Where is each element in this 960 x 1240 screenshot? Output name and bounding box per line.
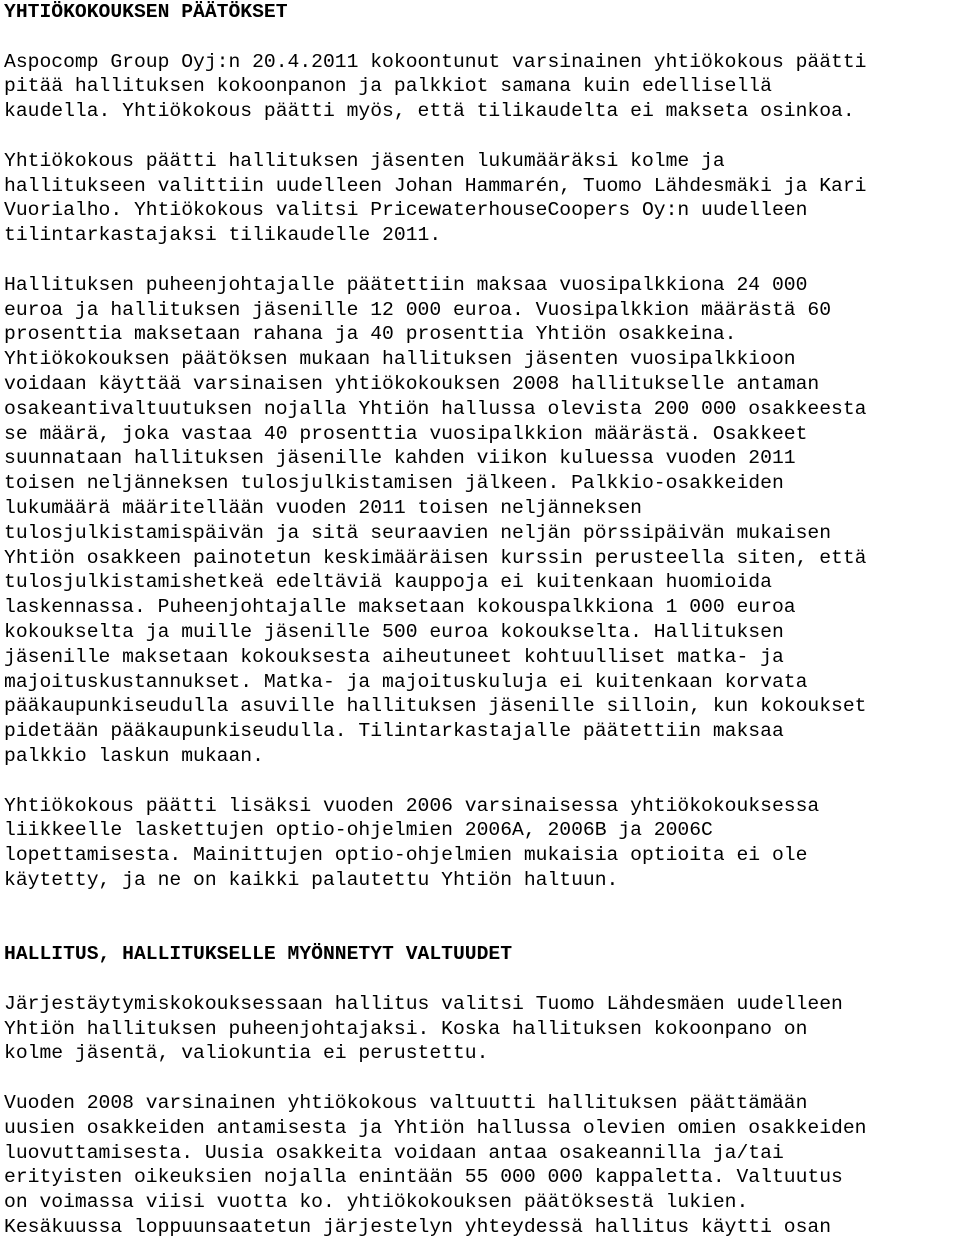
paragraph (4, 794, 960, 893)
text-line: majoituskustannukset. Matka- ja majoituskuluja ei kuitenkaan korvata (4, 670, 808, 693)
text-line: Vuoden 2008 varsinainen yhtiökokous valtuutti hallituksen päättämään (4, 1092, 808, 1115)
text-line: Yhtiökokous päätti lisäksi vuoden 2006 varsinaisessa yhtiökokouksessa (4, 794, 820, 817)
spacer (4, 769, 960, 794)
text-line: prosenttia maksetaan rahana ja 40 prosenttia Yhtiön osakkeina. (4, 323, 737, 346)
text-line: suunnataan hallituksen jäsenille kahden viikon kuluessa vuoden 2011 (4, 447, 796, 470)
text-line: liikkeelle laskettujen optio-ohjelmien 2006A, 2006B ja 2006C (4, 819, 713, 842)
text-line: erityisten oikeuksien nojalla enintään 55 000 000 kappaletta. Valtuutus (4, 1166, 843, 1189)
text-line: lopettamisesta. Mainittujen optio-ohjelmien mukaisia optioita ei ole (4, 844, 808, 867)
section-heading-hallitus-valtuudet: HALLITUS, HALLITUKSELLE MYÖNNETYT VALTUUDET (4, 943, 513, 966)
text-line: jäsenille maksetaan kokouksesta aiheutuneet kohtuulliset matka- ja (4, 645, 784, 668)
spacer (4, 248, 960, 273)
text-line: uusien osakkeiden antamisesta ja Yhtiön hallussa olevien omien osakkeiden (4, 1116, 867, 1139)
paragraph (4, 149, 960, 248)
section-heading-yhtiokokouksen-paatokset: YHTIÖKOKOUKSEN PÄÄTÖKSET (4, 1, 288, 23)
section-body-yhtiokokous (4, 50, 960, 893)
text-line: Aspocomp Group Oyj:n 20.4.2011 kokoontunut varsinainen yhtiökokous päätti (4, 50, 867, 73)
text-line: tilintarkastajaksi tilikaudelle 2011. (4, 224, 442, 247)
text-line: palkkio laskun mukaan. (4, 744, 264, 767)
text-line: Järjestäytymiskokouksessaan hallitus valitsi Tuomo Lähdesmäen uudelleen (4, 992, 843, 1015)
text-line: on voimassa viisi vuotta ko. yhtiökokouksen päätöksestä lukien. (4, 1191, 749, 1214)
spacer (4, 1066, 960, 1091)
text-line: laskennassa. Puheenjohtajalle maksetaan kokouspalkkiona 1 000 euroa (4, 596, 796, 619)
text-line: tulosjulkistamispäivän ja sitä seuraavien neljän pörssipäivän mukaisen (4, 521, 832, 544)
text-line: luovuttamisesta. Uusia osakkeita voidaan antaa osakeannilla ja/tai (4, 1141, 784, 1164)
section-body-hallitus (4, 992, 960, 1240)
text-line: Vuorialho. Yhtiökokous valitsi PricewaterhouseCoopers Oy:n uudelleen (4, 199, 808, 222)
paragraph (4, 273, 960, 769)
text-line: lukumäärä määritellään vuoden 2011 toisen neljänneksen (4, 496, 642, 519)
document-page (4, 0, 960, 1240)
text-line: pääkaupunkiseudulla asuville hallituksen jäsenille silloin, kun kokoukset (4, 695, 867, 718)
text-line: voidaan käyttää varsinaisen yhtiökokouksen 2008 hallitukselle antaman (4, 372, 820, 395)
paragraph (4, 50, 960, 124)
text-line: pitää hallituksen kokoonpanon ja palkkiot samana kuin edellisellä (4, 75, 772, 98)
text-line: Kesäkuussa loppuunsaatetun järjestelyn yhteydessä hallitus käytti osan (4, 1216, 832, 1239)
text-line: Yhtiön osakkeen painotetun keskimääräisen kurssin perusteella siten, että (4, 546, 867, 569)
spacer (4, 124, 960, 149)
paragraph (4, 1091, 960, 1240)
text-line: tulosjulkistamishetkeä edeltäviä kauppoja ei kuitenkaan huomioida (4, 571, 772, 594)
spacer (4, 25, 960, 50)
text-line: toisen neljänneksen tulosjulkistamisen jälkeen. Palkkio-osakkeiden (4, 472, 784, 495)
text-line: Hallituksen puheenjohtajalle päätettiin maksaa vuosipalkkiona 24 000 (4, 273, 808, 296)
text-line: kokoukselta ja muille jäsenille 500 euroa kokoukselta. Hallituksen (4, 620, 784, 643)
text-line: Yhtiökokouksen päätöksen mukaan hallituksen jäsenten vuosipalkkioon (4, 348, 796, 371)
text-line: kaudella. Yhtiökokous päätti myös, että tilikaudelta ei makseta osinkoa. (4, 100, 855, 123)
spacer (4, 893, 960, 943)
text-line: käytetty, ja ne on kaikki palautettu Yhtiön haltuun. (4, 868, 619, 891)
text-line: Yhtiökokous päätti hallituksen jäsenten lukumääräksi kolme ja (4, 149, 725, 172)
paragraph (4, 992, 960, 1066)
text-line: se määrä, joka vastaa 40 prosenttia vuosipalkkion määrästä. Osakkeet (4, 422, 808, 445)
spacer (4, 967, 960, 992)
text-line: kolme jäsentä, valiokuntia ei perustettu. (4, 1042, 489, 1065)
text-line: pidetään pääkaupunkiseudulla. Tilintarkastajalle päätettiin maksaa (4, 720, 784, 743)
text-line: hallitukseen valittiin uudelleen Johan Hammarén, Tuomo Lähdesmäki ja Kari (4, 174, 867, 197)
text-line: Yhtiön hallituksen puheenjohtajaksi. Koska hallituksen kokoonpano on (4, 1017, 808, 1040)
text-line: osakeantivaltuutuksen nojalla Yhtiön hallussa olevista 200 000 osakkeesta (4, 397, 867, 420)
text-line: euroa ja hallituksen jäsenille 12 000 euroa. Vuosipalkkion määrästä 60 (4, 298, 832, 321)
